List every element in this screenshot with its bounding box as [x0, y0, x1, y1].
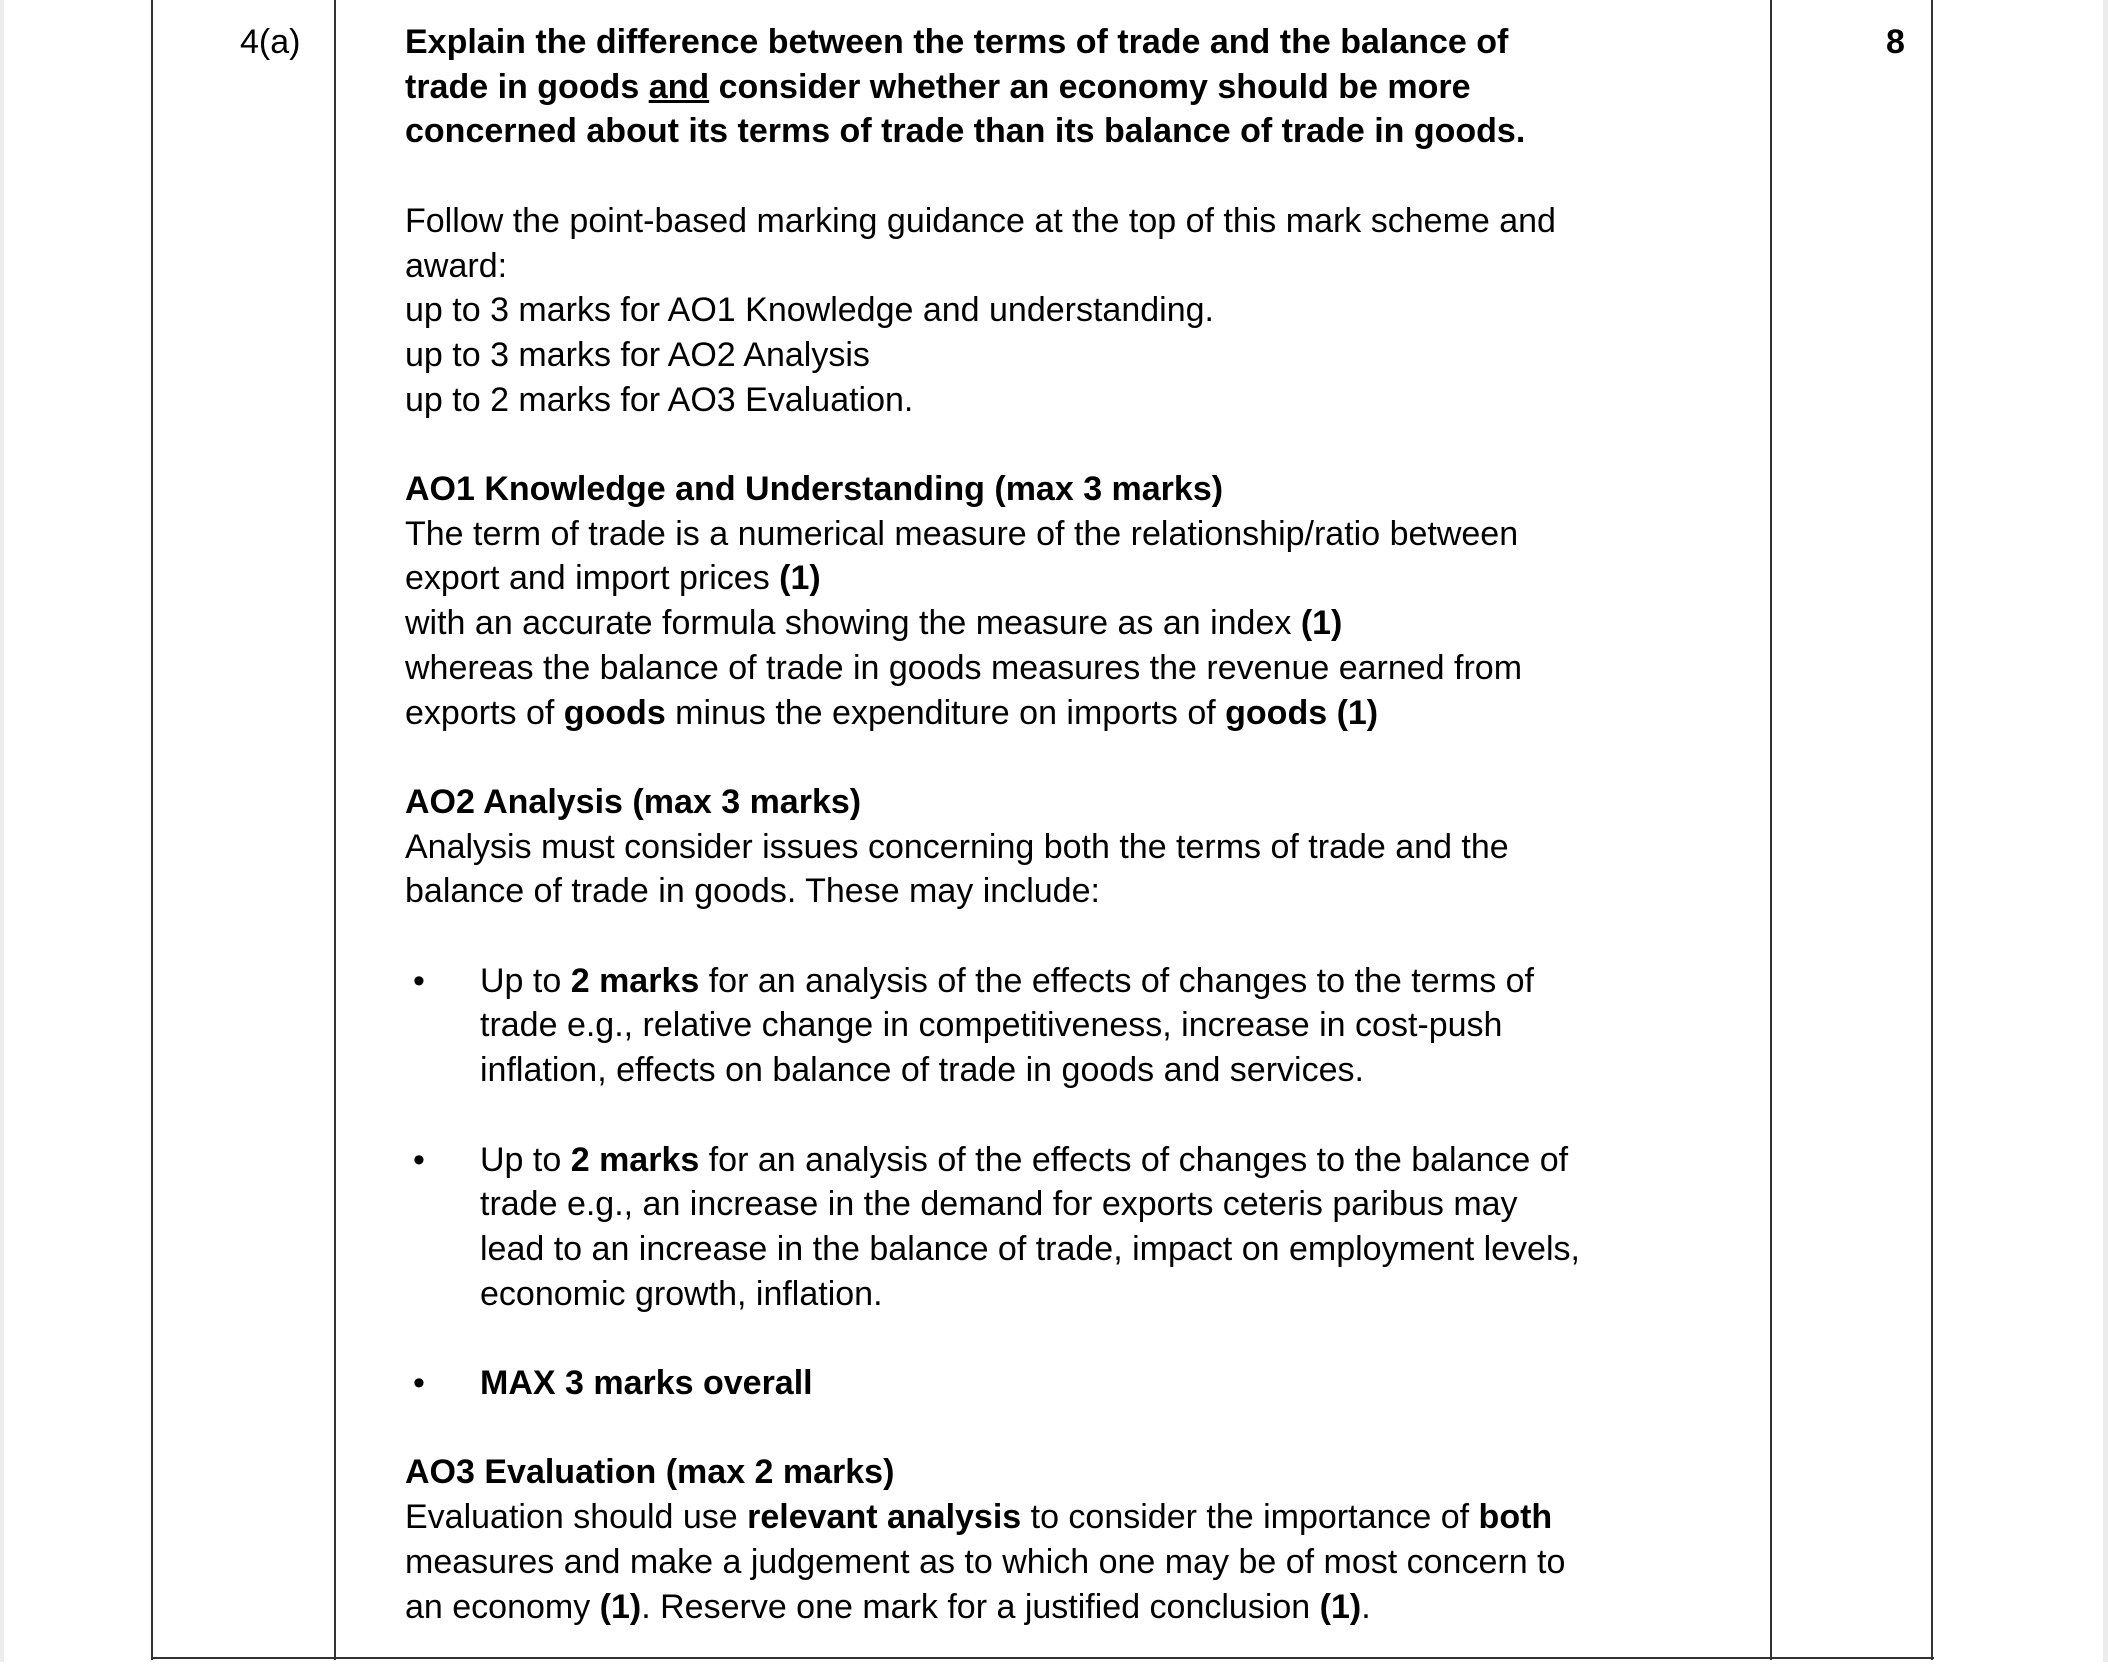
- text: up to 3 marks for AO2 Analysis: [405, 335, 870, 374]
- bold-text: Explain the difference between the terms of trade and the balance of: [405, 23, 1509, 61]
- bullet-item: [405, 959, 1755, 1093]
- text: lead to an increase in the balance of trade, impact on employment levels,: [480, 1229, 1580, 1268]
- bold-text: concerned about its terms of trade than its balance of trade in goods.: [405, 112, 1526, 151]
- text: Follow the point-based marking guidance at the top of this mark scheme and: [405, 201, 1556, 240]
- paragraph: [405, 199, 1755, 423]
- bold-text: MAX 3 marks overall: [480, 1364, 813, 1402]
- text: to consider the importance of: [1021, 1498, 1479, 1537]
- bold-text: goods (1): [1225, 693, 1379, 732]
- text: with an accurate formula showing the measure as an index: [405, 604, 1301, 643]
- text: minus the expenditure on imports of: [665, 693, 1226, 732]
- text-line: [480, 1182, 1755, 1227]
- text-line: [405, 556, 1755, 601]
- table-border: [1770, 0, 1772, 1660]
- text-line: [405, 1495, 1755, 1540]
- text-line: [405, 825, 1755, 870]
- text: award:: [405, 246, 508, 285]
- table-border: [151, 0, 153, 1660]
- text-line: [405, 780, 1755, 825]
- bullet-icon: •: [413, 1364, 425, 1402]
- text-line: [405, 244, 1755, 289]
- bold-text: consider whether an economy should be more: [709, 67, 1471, 106]
- table-border: [334, 0, 336, 1660]
- bold-text: trade in goods: [405, 67, 649, 106]
- question-number: 4(a): [240, 23, 301, 61]
- text: exports of: [405, 693, 564, 732]
- text-line: [405, 646, 1755, 691]
- bold-text: (1): [599, 1587, 642, 1626]
- text-line: [405, 333, 1755, 378]
- bold-text: AO2 Analysis (max 3 marks): [405, 782, 862, 821]
- bullet-icon: •: [413, 1140, 425, 1179]
- text-line: [480, 1138, 1755, 1183]
- text: trade e.g., relative change in competitiveness, increase in cost-push: [480, 1006, 1503, 1045]
- text: Up to: [480, 1140, 571, 1179]
- bold-text: (1): [1300, 604, 1343, 643]
- bold-text: AO1 Knowledge and Understanding (max 3 marks): [405, 470, 1224, 508]
- bullet-icon: •: [413, 961, 425, 1000]
- bold-text: both: [1478, 1498, 1553, 1537]
- text-line: [480, 1272, 1755, 1317]
- text-line: [405, 467, 1755, 512]
- text-line: [405, 288, 1755, 333]
- text: measures and make a judgement as to which one may be of most concern to: [405, 1542, 1566, 1581]
- text: export and import prices: [405, 559, 780, 598]
- bullet-item: [405, 1361, 1755, 1406]
- text: up to 3 marks for AO1 Knowledge and understanding.: [405, 291, 1214, 330]
- text: up to 2 marks for AO3 Evaluation.: [405, 380, 914, 419]
- text: . Reserve one mark for a justified conclusion: [641, 1587, 1320, 1626]
- bullet-item: [405, 1138, 1755, 1317]
- text-line: [405, 65, 1755, 110]
- page-edge-left: [0, 0, 4, 1662]
- text-line: [405, 1450, 1755, 1495]
- text: Up to: [480, 961, 571, 1000]
- text: trade e.g., an increase in the demand for exports ceteris paribus may: [480, 1185, 1518, 1224]
- text-line: [480, 959, 1755, 1004]
- bold-text: AO3 Evaluation (max 2 marks): [405, 1453, 895, 1492]
- bold-text: 2 marks: [570, 1140, 700, 1179]
- text: an economy: [405, 1587, 600, 1626]
- text: Evaluation should use: [405, 1498, 748, 1537]
- text-line: [405, 512, 1755, 557]
- text-line: [405, 199, 1755, 244]
- bold-text: 2 marks: [570, 961, 700, 1000]
- paragraph: [405, 20, 1755, 154]
- text-line: [405, 601, 1755, 646]
- mark-scheme-guidance: [405, 20, 1755, 1674]
- text-line: [405, 20, 1755, 65]
- text: inflation, effects on balance of trade in goods and services.: [480, 1051, 1364, 1090]
- bold-text: goods: [563, 693, 666, 732]
- paragraph: [405, 780, 1755, 914]
- bold-text: (1): [1319, 1587, 1362, 1626]
- table-border: [1931, 0, 1933, 1660]
- total-marks: 8: [1886, 23, 1905, 61]
- text-line: [480, 1048, 1755, 1093]
- text-line: [405, 691, 1755, 736]
- text: whereas the balance of trade in goods measures the revenue earned from: [405, 648, 1523, 687]
- text: The term of trade is a numerical measure of the relationship/ratio between: [405, 514, 1519, 553]
- text-line: [405, 1540, 1755, 1585]
- text-line: [480, 1227, 1755, 1272]
- text-line: [480, 1361, 1755, 1406]
- paragraph: [405, 467, 1755, 735]
- text-line: [405, 109, 1755, 154]
- text: for an analysis of the effects of changes to the balance of: [699, 1140, 1569, 1179]
- paragraph: [405, 1450, 1755, 1629]
- text-line: [480, 1003, 1755, 1048]
- bold-text: relevant analysis: [747, 1498, 1022, 1537]
- bold-text: and: [648, 67, 710, 106]
- text-line: [405, 869, 1755, 914]
- text-line: [405, 378, 1755, 423]
- scrollbar-track[interactable]: [2103, 0, 2108, 1662]
- text: economic growth, inflation.: [480, 1274, 883, 1313]
- text: Analysis must consider issues concerning both the terms of trade and the: [405, 827, 1509, 866]
- text: for an analysis of the effects of changes to the terms of: [699, 961, 1534, 1000]
- text: .: [1361, 1587, 1371, 1626]
- bold-text: (1): [779, 559, 821, 598]
- text-line: [405, 1585, 1755, 1630]
- text: balance of trade in goods. These may include:: [405, 872, 1100, 911]
